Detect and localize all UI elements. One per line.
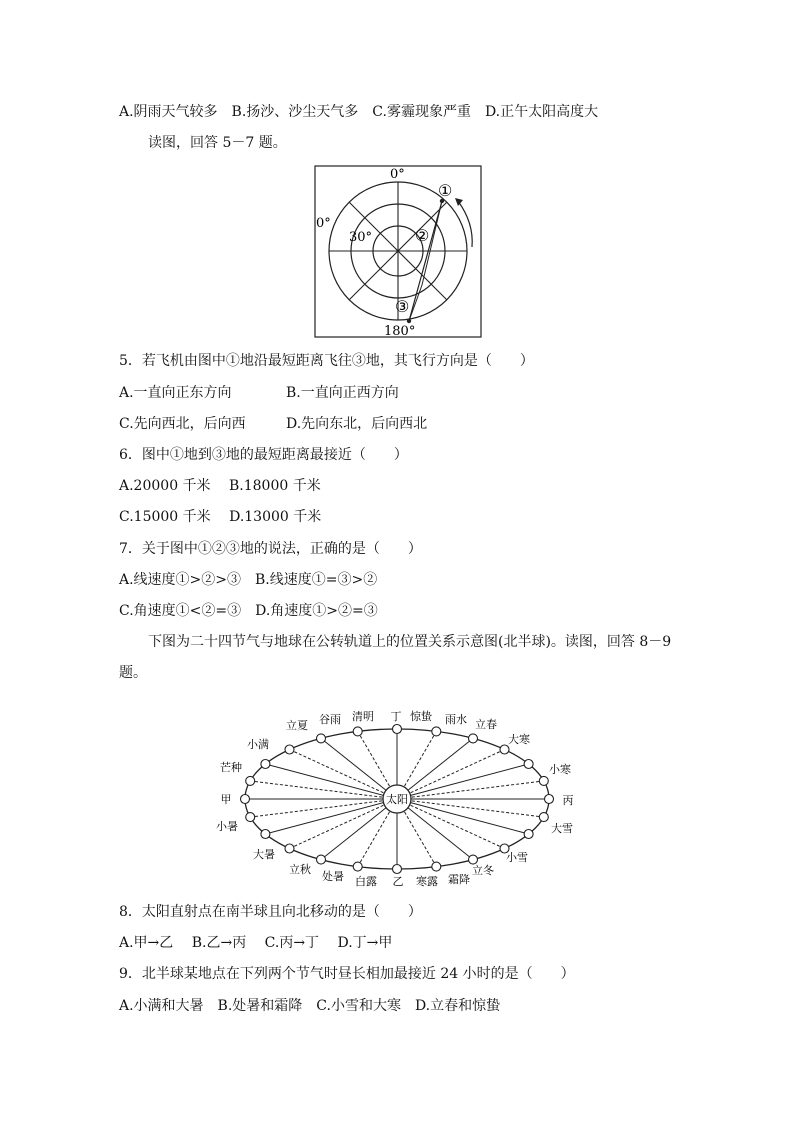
earth-position	[353, 862, 362, 871]
earth-position	[393, 865, 402, 874]
solar-terms-orbit-figure	[214, 703, 580, 890]
point-2-label: ②	[415, 226, 430, 245]
q6-options-ab: A.20000 千米 B.18000 千米	[119, 478, 321, 494]
term-bailu: 白露	[355, 875, 377, 888]
earth-position	[545, 795, 554, 804]
q5-stem: 5．若飞机由图中①地沿最短距离飞往③地，其飞行方向是（ ）	[119, 353, 534, 369]
term-lixia: 立夏	[286, 719, 308, 732]
term-yi: 乙	[392, 875, 404, 888]
term-xiaoxue: 小雪	[506, 851, 528, 864]
earth-position	[432, 727, 441, 736]
earth-position	[261, 830, 270, 839]
earth-position	[539, 776, 548, 785]
polar-projection-figure	[314, 165, 482, 338]
intro-8-9-line2: 题。	[119, 665, 147, 681]
term-hanlu: 寒露	[416, 875, 438, 888]
left-label: 0°	[316, 216, 331, 231]
bottom-label: 180°	[384, 324, 416, 338]
intro-8-9-line1: 下图为二十四节气与地球在公转轨道上的位置关系示意图(北半球)。读图，回答 8－9	[148, 634, 672, 650]
earth-position	[285, 745, 294, 754]
q8-options: A.甲→乙 B.乙→丙 C.丙→丁 D.丁→甲	[119, 935, 393, 951]
term-xiaoshu: 小暑	[216, 820, 238, 833]
latitude-label: 30°	[349, 230, 373, 245]
term-lidong: 立冬	[472, 864, 494, 877]
sun-ray	[397, 781, 544, 799]
earth-position	[524, 760, 533, 769]
term-jia: 甲	[220, 793, 232, 806]
earth-position	[353, 727, 362, 736]
term-qingming: 清明	[352, 710, 374, 723]
term-xiaohan: 小寒	[549, 763, 571, 776]
earth-position	[246, 776, 255, 785]
earth-position	[469, 855, 478, 864]
top-label: 0°	[390, 167, 405, 182]
point-1-label: ①	[438, 181, 453, 200]
term-yushui: 雨水	[445, 713, 467, 726]
earth-position	[524, 830, 533, 839]
q9-stem: 9．北半球某地点在下列两个节气时昼长相加最接近 24 小时的是（ ）	[119, 966, 575, 982]
term-mangzhong: 芒种	[220, 761, 242, 774]
sun-ray	[397, 799, 544, 817]
term-bing: 丙	[562, 794, 574, 807]
term-dahan: 大寒	[508, 733, 530, 746]
point-3-label: ③	[395, 297, 410, 316]
earth-position	[393, 725, 402, 734]
sun-label: 太阳	[386, 793, 408, 806]
earth-position	[500, 745, 509, 754]
earth-position	[539, 813, 548, 822]
term-jingzhe: 惊蛰	[410, 710, 432, 723]
q7-stem: 7．关于图中①②③地的说法，正确的是（ ）	[119, 541, 422, 557]
q6-stem: 6．图中①地到③地的最短距离最接近（ ）	[119, 447, 408, 463]
term-lichun: 立春	[475, 718, 497, 731]
earth-position	[285, 844, 294, 853]
term-dashu: 大暑	[253, 848, 275, 861]
earth-position	[241, 795, 250, 804]
q9-options: A.小满和大暑 B.处暑和霜降 C.小雪和大寒 D.立春和惊蛰	[119, 998, 501, 1014]
point-3-dot	[407, 319, 411, 323]
q5-option-d: D.先向东北，后向西北	[286, 416, 428, 432]
term-shuangjiang: 霜降	[448, 873, 470, 886]
q7-options-cd: C.角速度①<②=③ D.角速度①>②=③	[119, 603, 378, 619]
term-daxue: 大雪	[551, 822, 573, 835]
earth-position	[261, 760, 270, 769]
term-guyu: 谷雨	[319, 713, 341, 726]
q7-options-ab: A.线速度①>②>③ B.线速度①=③>②	[119, 572, 378, 588]
sun-ray	[250, 781, 397, 799]
q5-option-b: B.一直向正西方向	[286, 385, 399, 401]
term-xiaoman: 小满	[247, 738, 269, 751]
q5-option-c: C.先向西北，后向西	[119, 416, 246, 432]
q4-options: A.阴雨天气较多 B.扬沙、沙尘天气多 C.雾霾现象严重 D.正午太阳高度大	[119, 104, 599, 120]
earth-position	[469, 734, 478, 743]
earth-position	[317, 855, 326, 864]
term-ding: 丁	[390, 710, 402, 723]
q8-stem: 8．太阳直射点在南半球且向北移动的是（ ）	[119, 904, 422, 920]
term-liqiu: 立秋	[289, 863, 311, 876]
earth-position	[432, 862, 441, 871]
q5-option-a: A.一直向正东方向	[119, 385, 232, 401]
q6-options-cd: C.15000 千米 D.13000 千米	[119, 509, 322, 525]
sun-ray	[250, 799, 397, 817]
term-chushu: 处暑	[322, 870, 344, 883]
earth-position	[317, 734, 326, 743]
earth-position	[246, 813, 255, 822]
intro-5-7: 读图，回答 5－7 题。	[148, 135, 287, 151]
